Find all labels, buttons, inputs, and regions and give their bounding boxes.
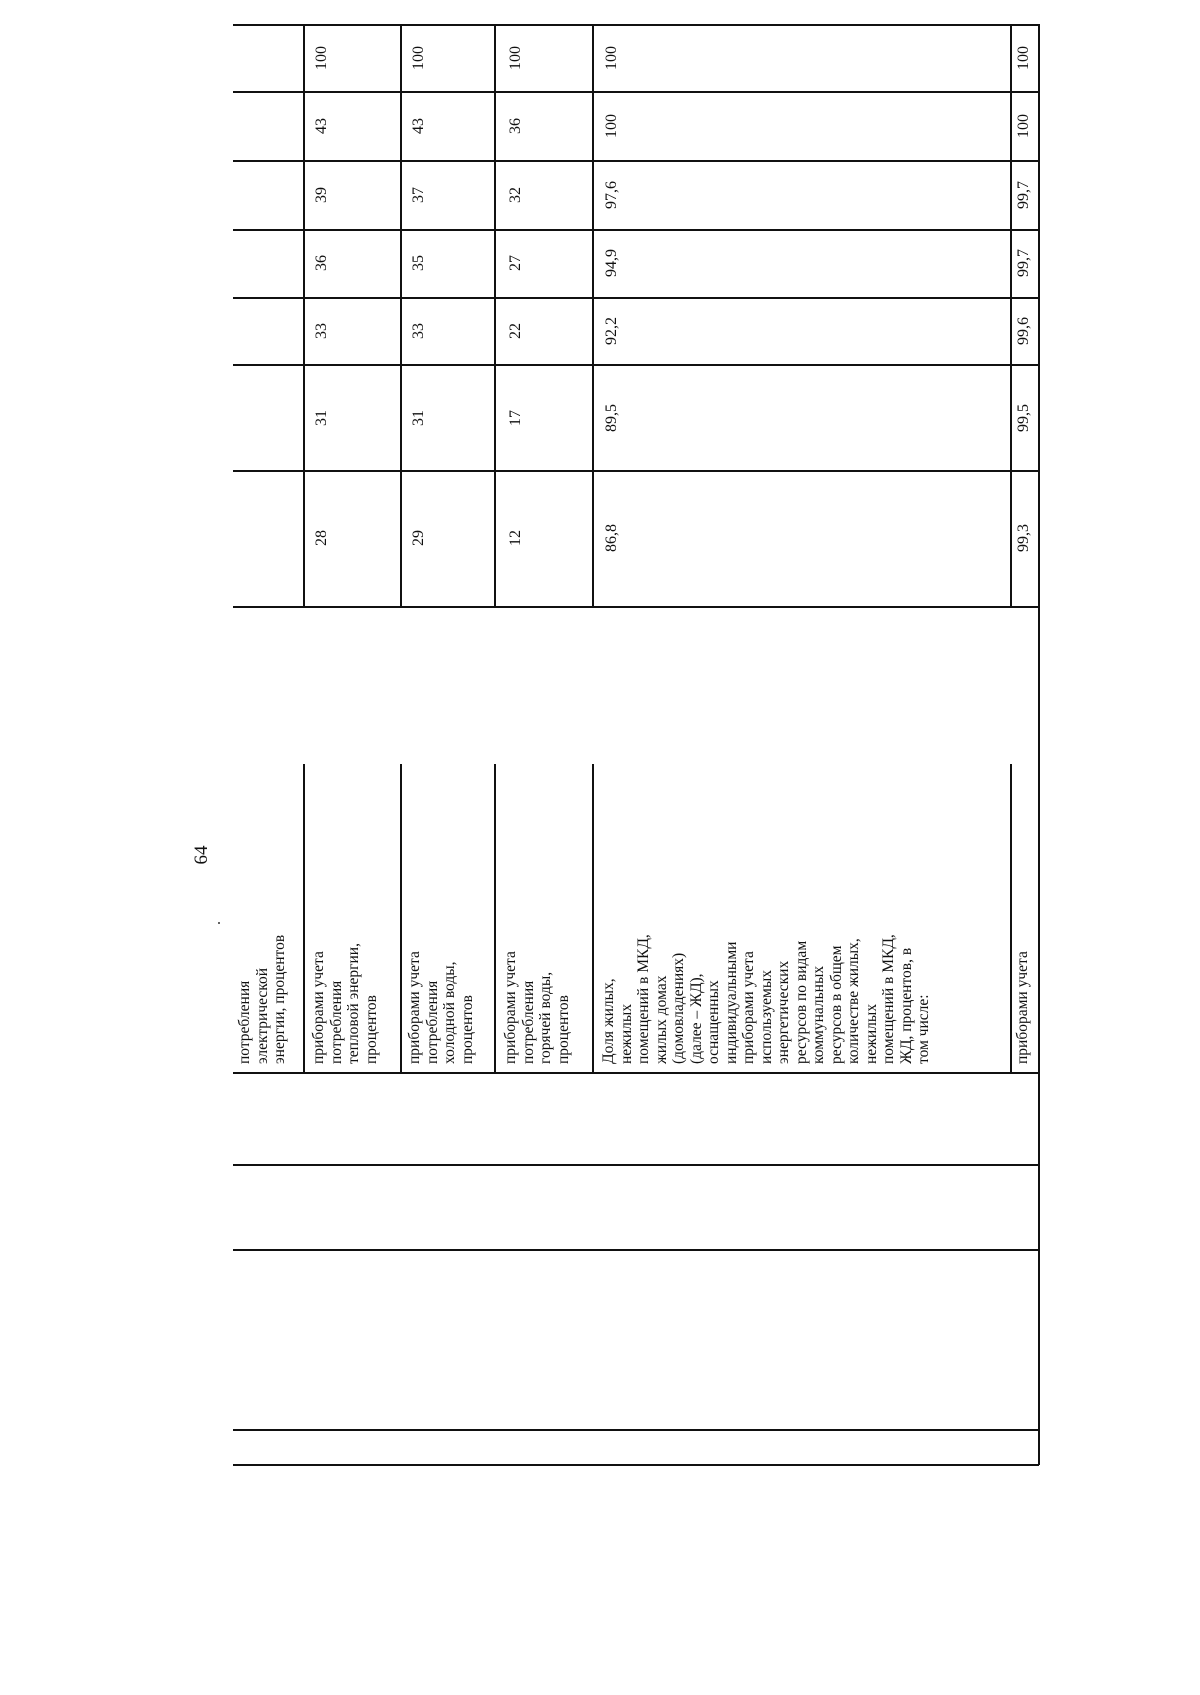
- table-rule: [400, 24, 402, 606]
- value-cell: 17: [507, 410, 524, 426]
- row-label-share-dwellings: Доля жилых, нежилых помещений в МКД, жилых домах (домовладениях) (далее – ЖД), оснащенных индивидуальными приборами учета используемых энергетических ресурсов по видам коммунальных ресурсов в общем количестве жилых, нежилых помещений в МКД, ЖД, процентов, в том числе:: [600, 934, 932, 1064]
- table-rule: [233, 470, 1039, 472]
- value-cell: 99,5: [1015, 404, 1032, 432]
- table-rule: [233, 297, 1039, 299]
- value-cell: 99,7: [1015, 181, 1032, 209]
- value-cell: 97,6: [603, 181, 620, 209]
- table-rule: [233, 1072, 1039, 1074]
- value-cell: 31: [313, 410, 330, 426]
- table-rule: [233, 91, 1039, 93]
- value-cell: 92,2: [603, 317, 620, 345]
- table-rule: [494, 24, 496, 606]
- value-cell: 43: [313, 118, 330, 134]
- value-cell: 33: [410, 323, 427, 339]
- table-rule: [1010, 764, 1012, 1072]
- scan-speck: [218, 922, 220, 924]
- table-rule: [233, 1164, 1039, 1166]
- value-cell: 28: [313, 530, 330, 546]
- table-rule: [233, 24, 1039, 26]
- value-cell: 100: [507, 46, 524, 70]
- value-cell: 35: [410, 255, 427, 271]
- value-cell: 86,8: [603, 524, 620, 552]
- table-rule: [592, 24, 594, 606]
- row-label-meters: приборами учета: [1014, 951, 1031, 1064]
- table-rule: [233, 1464, 1039, 1466]
- row-label-electricity: потребления электрической энергии, процентов: [236, 934, 288, 1064]
- value-cell: 99,6: [1015, 317, 1032, 345]
- value-cell: 36: [507, 118, 524, 134]
- table-rule: [233, 1429, 1039, 1431]
- value-cell: 27: [507, 255, 524, 271]
- value-cell: 100: [410, 46, 427, 70]
- value-cell: 37: [410, 187, 427, 203]
- value-cell: 39: [313, 187, 330, 203]
- value-cell: 89,5: [603, 404, 620, 432]
- value-cell: 31: [410, 410, 427, 426]
- value-cell: 100: [603, 114, 620, 138]
- value-cell: 94,9: [603, 249, 620, 277]
- table-rule: [233, 606, 1039, 608]
- page-number: 64: [191, 845, 212, 865]
- value-cell: 22: [507, 323, 524, 339]
- value-cell: 100: [313, 46, 330, 70]
- row-label-hot-water: приборами учета потребления горячей воды, процентов: [502, 951, 572, 1064]
- value-cell: 100: [1015, 46, 1032, 70]
- table-rule: [1010, 24, 1012, 606]
- value-cell: 33: [313, 323, 330, 339]
- table-rule: [1038, 24, 1040, 1465]
- table-rule: [303, 764, 305, 1072]
- table-rule: [303, 24, 305, 606]
- table-rule: [233, 1249, 1039, 1251]
- value-cell: 100: [1015, 114, 1032, 138]
- value-cell: 99,3: [1015, 524, 1032, 552]
- value-cell: 100: [603, 46, 620, 70]
- value-cell: 43: [410, 118, 427, 134]
- row-label-cold-water: приборами учета потребления холодной воды, процентов: [406, 951, 476, 1064]
- value-cell: 12: [507, 530, 524, 546]
- value-cell: 29: [410, 530, 427, 546]
- value-cell: 32: [507, 187, 524, 203]
- table-rule: [233, 229, 1039, 231]
- value-cell: 99,7: [1015, 249, 1032, 277]
- table-rule: [592, 764, 594, 1072]
- value-cell: 36: [313, 255, 330, 271]
- row-label-heat: приборами учета потребления тепловой энергии, процентов: [310, 943, 380, 1064]
- table-rule: [233, 160, 1039, 162]
- table-rule: [233, 364, 1039, 366]
- table-rule: [400, 764, 402, 1072]
